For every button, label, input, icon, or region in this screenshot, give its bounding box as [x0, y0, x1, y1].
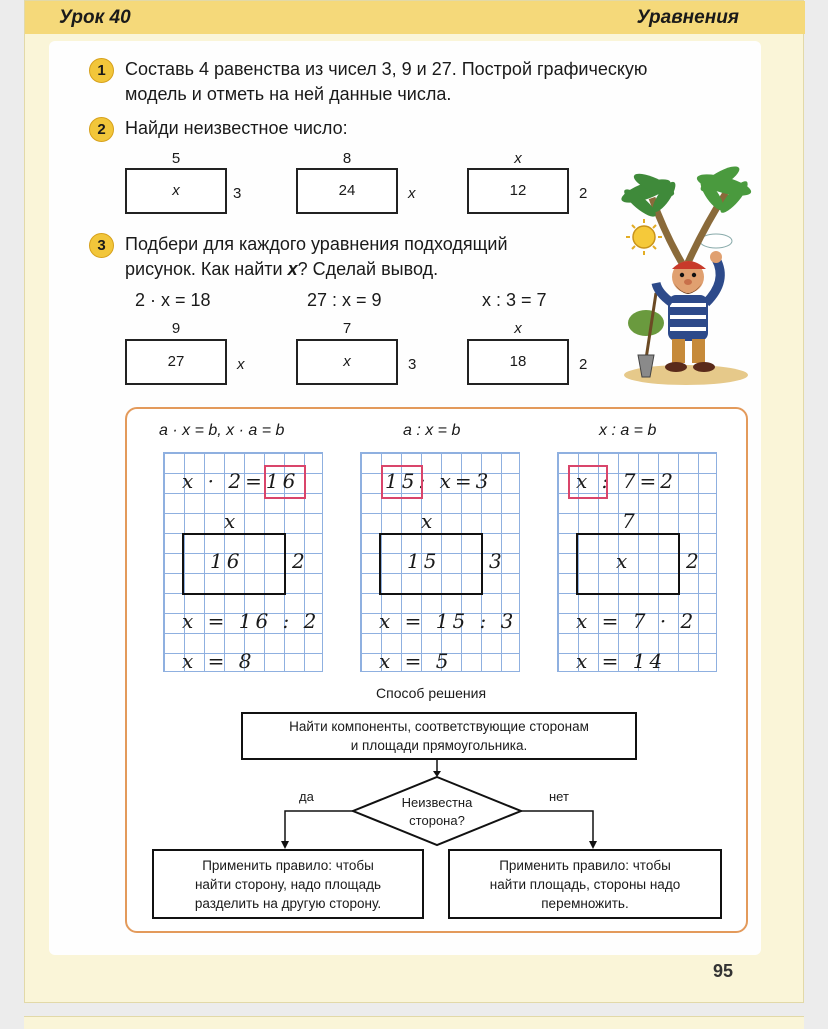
- handwritten-top-label: 7: [622, 509, 639, 533]
- handwritten-answer: x = 8: [182, 649, 256, 673]
- flowchart-title: Способ решения: [376, 685, 487, 701]
- handwritten-equation: 15: x=3: [385, 469, 493, 493]
- model-side-label: 3: [408, 356, 417, 373]
- handwritten-side: 2: [292, 549, 309, 573]
- model-side-label: 3: [233, 185, 242, 202]
- content-area: [49, 41, 761, 955]
- handwritten-answer: x = 14: [576, 649, 667, 673]
- handwritten-side: 2: [686, 549, 703, 573]
- handwritten-equation: x · 2=16: [182, 469, 300, 493]
- handwritten-step: x = 15 : 3: [379, 609, 518, 633]
- flowchart-no-label: нет: [549, 789, 569, 804]
- area-model-box: 24: [296, 168, 398, 214]
- model-top-label: 8: [342, 150, 352, 167]
- area-model-box: 27: [125, 339, 227, 385]
- task-3-number: 3: [89, 233, 114, 258]
- handwritten-side: 3: [489, 549, 506, 573]
- textbook-page: [24, 0, 804, 1003]
- area-model-box: 18: [467, 339, 569, 385]
- model-side-label: x: [237, 356, 245, 373]
- handwritten-step: x = 7 · 2: [576, 609, 698, 633]
- flowchart-start-box: Найти компоненты, соответствующие сторонам и площади прямоугольника.: [241, 712, 637, 760]
- handwritten-equation: x : 7=2: [576, 469, 677, 493]
- next-page-edge: [24, 1016, 804, 1029]
- pirate-palm-illustration: [616, 163, 756, 389]
- model-top-label: 9: [171, 320, 181, 337]
- page-header: [25, 1, 805, 34]
- handwritten-answer: x = 5: [379, 649, 453, 673]
- topic-title: Уравнения: [636, 7, 739, 28]
- task-1-number: 1: [89, 58, 114, 83]
- model-top-label: x: [514, 150, 522, 167]
- page-number: 95: [713, 961, 734, 981]
- model-side-label: 2: [579, 356, 588, 373]
- lesson-title: Урок 40: [59, 7, 131, 28]
- model-top-label: x: [514, 320, 522, 337]
- formula-label: a : x = b: [403, 422, 461, 439]
- solution-method-panel: [125, 407, 748, 933]
- flowchart-left-box: Применить правило: чтобы найти сторону, надо площадь разделить на другую сторону.: [152, 849, 424, 919]
- equation: x : 3 = 7: [482, 290, 547, 310]
- handwritten-top-label: x: [224, 509, 240, 533]
- area-model-box: x: [296, 339, 398, 385]
- task-2-text: Найди неизвестное число:: [125, 118, 348, 138]
- area-model-box: x: [125, 168, 227, 214]
- task-2-number: 2: [89, 117, 114, 142]
- formula-label: a · x = b, x · a = b: [159, 422, 285, 439]
- equation: 2 · x = 18: [135, 290, 211, 310]
- flowchart-decision-text: Неизвестна сторона?: [401, 795, 473, 828]
- flowchart-yes-label: да: [299, 789, 314, 804]
- model-top-label: 5: [171, 150, 181, 167]
- task-1-text: Составь 4 равенства из чисел 3, 9 и 27. Построй графическую модель и отметь на ней данные числа.: [125, 59, 648, 104]
- equation: 27 : x = 9: [307, 290, 382, 310]
- area-model-box: 12: [467, 168, 569, 214]
- handwritten-step: x = 16 : 2: [182, 609, 321, 633]
- model-side-label: 2: [579, 185, 588, 202]
- handwritten-inner: x: [616, 549, 632, 573]
- handwritten-inner: 16: [210, 549, 244, 573]
- handwritten-inner: 15: [407, 549, 441, 573]
- model-side-label: x: [408, 185, 416, 202]
- formula-label: x : a = b: [599, 422, 657, 439]
- model-top-label: 7: [342, 320, 352, 337]
- task-3-text: Подбери для каждого уравнения подходящий рисунок. Как найти x? Сделай вывод.: [125, 234, 508, 279]
- flowchart-right-box: Применить правило: чтобы найти площадь, стороны надо перемножить.: [448, 849, 722, 919]
- handwritten-top-label: x: [421, 509, 437, 533]
